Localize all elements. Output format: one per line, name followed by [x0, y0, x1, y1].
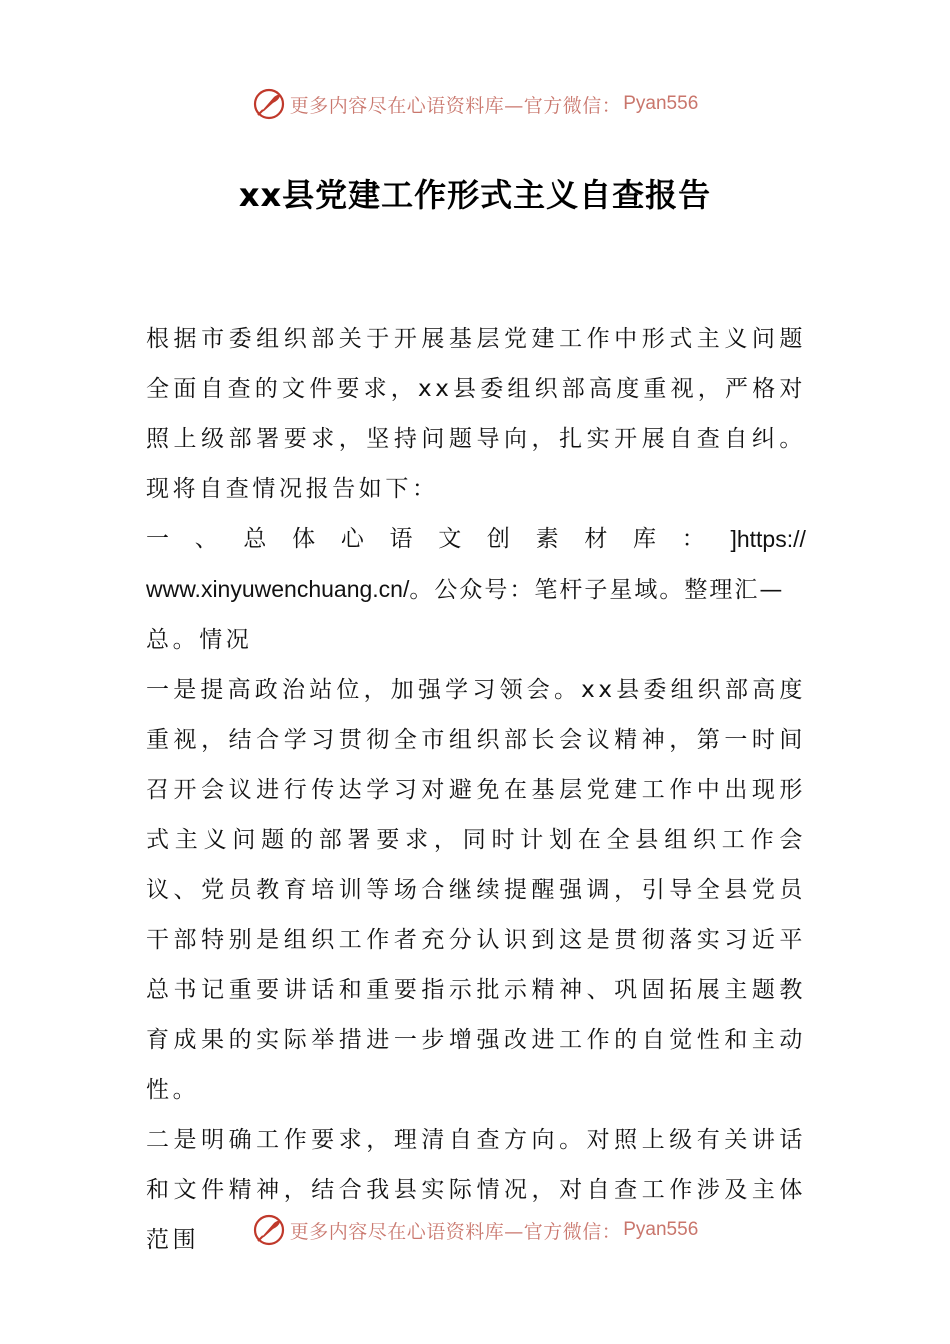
heading-char: 材 — [584, 526, 608, 552]
heading-char: 语 — [389, 526, 413, 552]
section-heading — [146, 514, 806, 564]
heading-char: 心 — [340, 526, 364, 552]
paragraph-1: 一是提高政治站位，加强学习领会。xx县委组织部高度重视，结合学习贯彻全市组织部长会议精神，第一时间召开会议进行传达学习对避免在基层党建工作中出现形式主义问题的部署要求，同时计划在全县组织工作会议、党员教育培训等场合继续提醒强调，引导全县党员干部特别是组织工作者充分认识到这是贯彻落实习近平总书记重要讲话和重要指示批示精神、巩固拓展主题教育成果的实际举措进一步增强改进工作的自觉性和主动性。 — [146, 677, 806, 1103]
paragraph-2: 二是明确工作要求，理清自查方向。对照上级有关讲话和文件精神，结合我县实际情况，对自查工作涉及主体范围 — [146, 1127, 806, 1253]
watermark-text: 更多内容尽在心语资料库—官方微信： — [289, 94, 622, 117]
watermark-footer — [0, 1210, 950, 1250]
quill-logo-icon — [252, 87, 286, 121]
quill-logo-icon — [252, 1213, 286, 1247]
heading-char: 、 — [194, 526, 218, 552]
watermark-text: 更多内容尽在心语资料库—官方微信： — [289, 1220, 622, 1243]
watermark-wechat-id: Pyan556 — [623, 1219, 699, 1240]
intro-paragraph: 根据市委组织部关于开展基层党建工作中形式主义问题全面自查的文件要求，xx县委组织部高度重视，严格对照上级部署要求，坚持问题导向，扎实开展自查自纠。现将自查情况报告如下： — [146, 326, 806, 502]
document-body — [146, 314, 806, 1265]
url-line — [146, 564, 806, 615]
watermark-header — [0, 84, 950, 124]
url-line-tail: 。公众号：笔杆子星域。整理汇— — [409, 577, 785, 603]
heading-char: 总 — [243, 526, 267, 552]
document-title: xx县党建工作形式主义自查报告 — [238, 176, 712, 214]
heading-char: 素 — [535, 526, 559, 552]
url-link-part1[interactable]: ]https:// — [730, 526, 806, 552]
heading-char: 一 — [146, 526, 169, 552]
heading-char: ： — [681, 526, 705, 552]
heading-char: 创 — [486, 526, 510, 552]
section-heading-tail: 总。情况 — [146, 627, 253, 653]
url-link-part2[interactable]: www.xinyuwenchuang.cn/ — [146, 576, 410, 602]
heading-char: 文 — [438, 526, 462, 552]
heading-char: 体 — [292, 526, 316, 552]
heading-char: 库 — [633, 526, 657, 552]
watermark-wechat-id: Pyan556 — [623, 93, 699, 114]
